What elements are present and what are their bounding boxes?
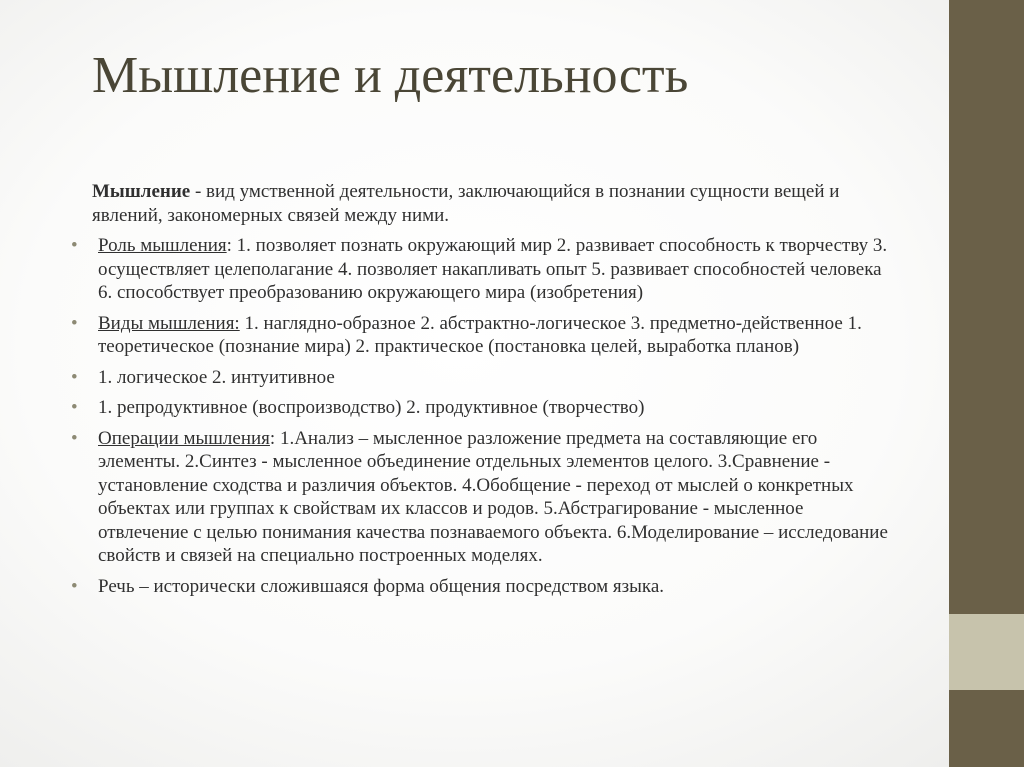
item-text: Речь – исторически сложившаяся форма общения посредством языка. bbox=[98, 575, 665, 597]
list-item-speech bbox=[71, 575, 892, 599]
list-item-types bbox=[71, 312, 892, 359]
bullet-list bbox=[71, 234, 892, 598]
item-text: : 1.Анализ – мысленное разложение предмета на составляющие его элементы. 2.Синтез - мысленное объединение отдельных элементов целого. 3.Сравнение - установление сходства и различия объектов. 4.Обобщение - переход от мыслей о конкретных объектах или группах к свойствам их классов и родов. 5.Абстрагирование - мысленное отвлечение с целью понимания качества познаваемого объекта. 6.Моделирование – исследование свойств и связей на специально построенных моделях. bbox=[98, 427, 888, 566]
slide-content bbox=[71, 180, 892, 605]
item-text: 1. наглядно-образное 2. абстрактно-логическое 3. предметно-действенное 1. теоретическое (познание мира) 2. практическое (постановка целей, выработка планов) bbox=[98, 312, 862, 357]
item-text: 1. репродуктивное (воспроизводство) 2. продуктивное (творчество) bbox=[98, 397, 645, 418]
item-label: Операции мышления bbox=[98, 427, 270, 449]
side-decor-accent bbox=[949, 614, 1024, 690]
item-text: : 1. позволяет познать окружающий мир 2. развивает способность к творчеству 3. осуществляет целеполагание 4. позволяет накапливать опыт 5. развивает способностей человека 6. способствует преобразованию окружающего мира (изобретения) bbox=[98, 235, 888, 303]
item-text: 1. логическое 2. интуитивное bbox=[98, 366, 335, 388]
bullet-dot-icon: • bbox=[71, 366, 78, 388]
bullet-dot-icon: • bbox=[71, 427, 78, 449]
bullet-dot-icon: • bbox=[71, 312, 78, 334]
list-item-operations bbox=[71, 427, 892, 568]
list-item-logic bbox=[71, 366, 892, 390]
bullet-dot-icon: • bbox=[71, 235, 78, 256]
list-item-role bbox=[71, 234, 892, 305]
item-label: Роль мышления bbox=[98, 235, 227, 256]
intro-term: Мышление bbox=[92, 181, 191, 202]
bullet-dot-icon: • bbox=[71, 575, 78, 597]
intro-paragraph bbox=[92, 180, 892, 227]
bullet-dot-icon: • bbox=[71, 397, 78, 418]
item-label: Виды мышления: bbox=[98, 312, 240, 334]
slide-title: Мышление и деятельность bbox=[92, 47, 689, 104]
list-item-productive bbox=[71, 396, 892, 420]
intro-text: - вид умственной деятельности, заключающийся в познании сущности вещей и явлений, закономерных связей между ними. bbox=[92, 181, 840, 226]
